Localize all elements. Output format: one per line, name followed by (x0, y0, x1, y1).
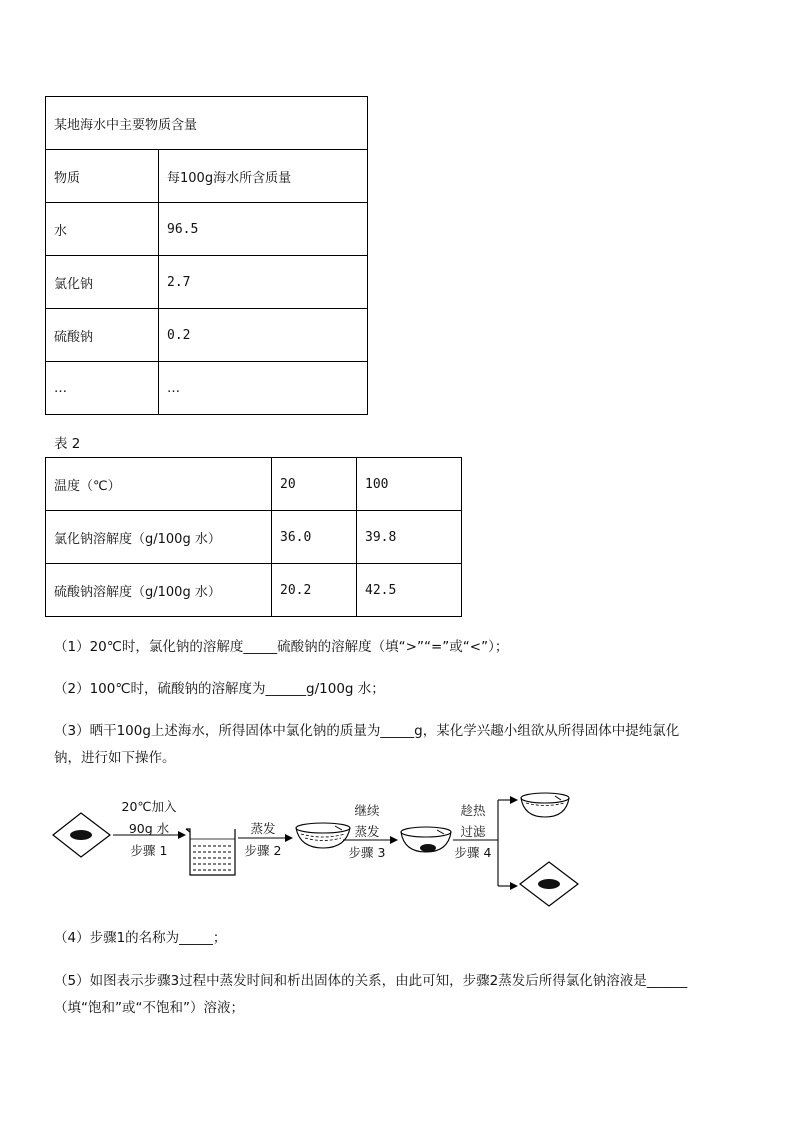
arrow-head-icon (510, 796, 518, 804)
table1-cell: 氯化钠 (46, 256, 159, 309)
question-5-line-1: （5）如图表示步骤3过程中蒸发时间和析出固体的关系，由此可知，步骤2蒸发后所得氯化钠溶液是______ (54, 973, 688, 989)
question-3-line-2: 钠，进行如下操作。 (54, 750, 176, 766)
step4-label-mid: 过滤 (460, 824, 486, 839)
beaker-icon (186, 829, 235, 875)
table1-cell: 0.2 (159, 309, 368, 362)
arrow-head-icon (510, 882, 518, 890)
table2-cell: 20.2 (272, 564, 357, 617)
step1-label-top: 20℃加入 (121, 799, 177, 814)
process-diagram (0, 790, 794, 910)
step1-label-bottom: 步骤 1 (130, 843, 168, 858)
solid-residue-icon (538, 879, 560, 889)
step2-label-top: 蒸发 (250, 821, 276, 836)
step2-label-bottom: 步骤 2 (244, 843, 282, 858)
table1-header-substance: 物质 (46, 150, 159, 203)
table1-cell: 水 (46, 203, 159, 256)
question-5-line-2: （填“饱和”或“不饱和”）溶液； (54, 1000, 244, 1016)
step3-label-bottom: 步骤 3 (348, 845, 386, 860)
solubility-table (45, 457, 462, 617)
table2-cell: 氯化钠溶解度（g/100g 水） (46, 511, 272, 564)
table2-cell: 36.0 (272, 511, 357, 564)
table2-cell: 温度（℃） (46, 458, 272, 511)
table1-cell: … (46, 362, 159, 415)
table1-cell: 96.5 (159, 203, 368, 256)
step4-label-top: 趁热 (460, 803, 486, 818)
table1-header-mass: 每100g海水所含质量 (159, 150, 368, 203)
table2-cell: 42.5 (357, 564, 462, 617)
table2-cell: 20 (272, 458, 357, 511)
table2-caption: 表 2 (54, 436, 81, 452)
table1-cell: 2.7 (159, 256, 368, 309)
table2-cell: 硫酸钠溶解度（g/100g 水） (46, 564, 272, 617)
seawater-composition-table (45, 96, 368, 415)
solid-sample-icon (70, 830, 92, 840)
filtrate-dish-icon (521, 793, 569, 817)
table1-cell: … (159, 362, 368, 415)
table1-cell: 硫酸钠 (46, 309, 159, 362)
table2-cell: 100 (357, 458, 462, 511)
table2-cell: 39.8 (357, 511, 462, 564)
step4-label-bottom: 步骤 4 (454, 845, 492, 860)
question-4: （4）步骤1的名称为_____； (54, 930, 227, 946)
step1-label-mid: 90g 水 (128, 821, 170, 836)
question-1: （1）20℃时，氯化钠的溶解度_____硫酸钠的溶解度（填“>”“=”或“<”）； (54, 639, 509, 655)
step3-label-mid: 蒸发 (354, 824, 380, 839)
table1-title: 某地海水中主要物质含量 (46, 97, 368, 150)
question-3-line-1: （3）晒干100g上述海水，所得固体中氯化钠的质量为_____g，某化学兴趣小组欲从所得固体中提纯氯化 (54, 723, 680, 739)
step3-label-top: 继续 (354, 803, 380, 818)
question-2: （2）100℃时，硫酸钠的溶解度为______g/100g 水； (54, 681, 385, 697)
evaporating-dish-solid-icon (401, 827, 451, 852)
